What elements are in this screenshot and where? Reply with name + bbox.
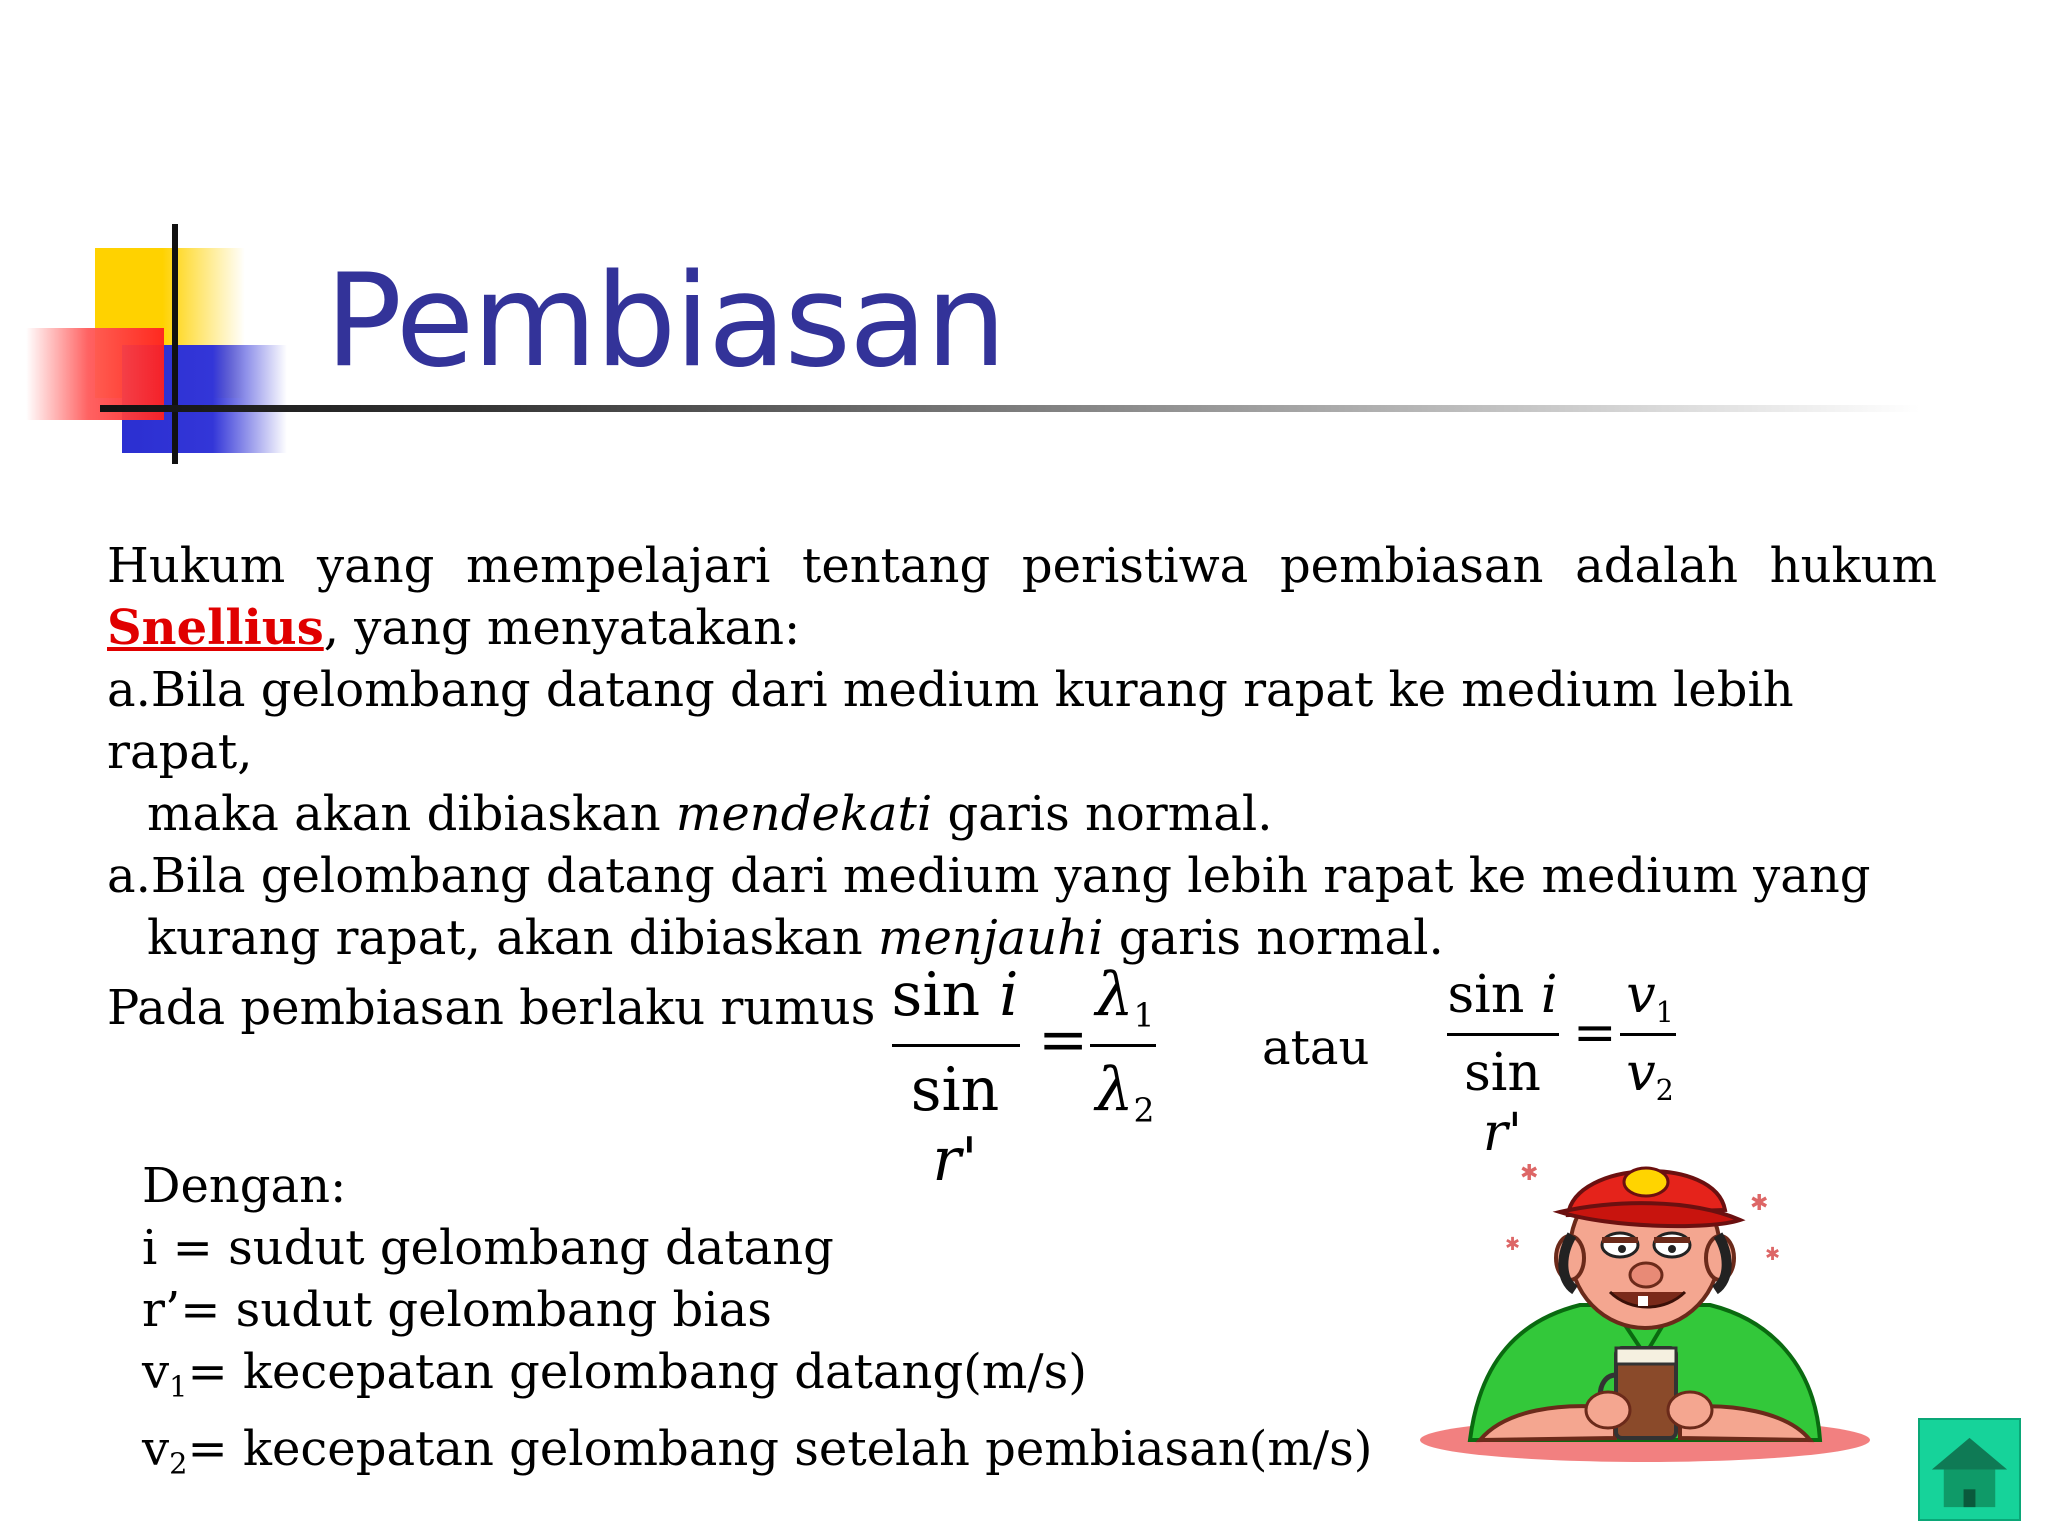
definition-v2-sub: 2 xyxy=(169,1446,188,1481)
home-icon xyxy=(1920,1420,2019,1519)
formula1-equals: = xyxy=(1038,1005,1089,1075)
formula1-lambda-2-sub: 2 xyxy=(1133,1090,1155,1130)
intro-after: , yang menyatakan: xyxy=(323,600,801,656)
formula-wavelength xyxy=(890,960,1180,1195)
definition-r: r’= sudut gelombang bias xyxy=(142,1282,772,1338)
intro-line-2 xyxy=(107,597,1937,659)
formula2-v1-sub: 1 xyxy=(1655,995,1674,1029)
formula2-v2-sub: 2 xyxy=(1655,1073,1674,1107)
formula2-bar-right xyxy=(1620,1033,1676,1036)
formula-velocity xyxy=(1445,965,1685,1163)
formula1-lambda-2: λ xyxy=(1095,1055,1134,1125)
definition-v1-text: = kecepatan gelombang datang(m/s) xyxy=(187,1344,1087,1400)
formula2-rhs-numerator xyxy=(1620,965,1680,1029)
formula1-num-var: i xyxy=(999,960,1019,1030)
formula1-lambda-1-sub: 1 xyxy=(1133,995,1155,1035)
title-deco-vertical-line xyxy=(172,224,178,464)
definitions xyxy=(142,1155,1372,1494)
formula1-den-var: r' xyxy=(932,1125,978,1195)
formula2-rhs-denominator xyxy=(1620,1043,1680,1107)
formula1-bar-left xyxy=(892,1044,1020,1047)
slide-title: Pembiasan xyxy=(325,247,1005,396)
point-a2-emphasis: menjauhi xyxy=(877,910,1104,966)
point-a1-line1: a.Bila gelombang datang dari medium kurang rapat ke medium lebih rapat, xyxy=(107,662,1794,780)
definition-v2-var: v xyxy=(142,1420,170,1477)
formula2-numerator xyxy=(1445,965,1560,1025)
svg-text:✱: ✱ xyxy=(1765,1244,1781,1265)
formula1-rhs-numerator xyxy=(1090,960,1160,1035)
intro-line-1: Hukum yang mempelajari tentang peristiwa pembiasan adalah hukum xyxy=(107,538,1937,594)
formula1-lambda-1: λ xyxy=(1095,960,1134,1030)
formula1-num-fn: sin xyxy=(891,960,981,1030)
formula1-numerator xyxy=(890,960,1020,1030)
definition-v1 xyxy=(142,1341,1372,1418)
formula2-v2: v xyxy=(1626,1043,1656,1103)
point-a1-emphasis: mendekati xyxy=(675,786,933,842)
formula2-num-fn: sin xyxy=(1447,965,1525,1025)
formula2-den-fn: sin xyxy=(1464,1043,1541,1103)
formula2-v1: v xyxy=(1626,965,1656,1025)
definition-i: i = sudut gelombang datang xyxy=(142,1220,834,1276)
definition-v2-text: = kecepatan gelombang setelah pembiasan(m/s) xyxy=(187,1420,1373,1477)
definition-v1-var: v xyxy=(142,1344,170,1400)
point-a2-text: kurang rapat, akan dibiaskan xyxy=(147,910,878,966)
svg-text:✱: ✱ xyxy=(1505,1234,1521,1255)
home-button[interactable] xyxy=(1918,1418,2021,1521)
formula2-bar-left xyxy=(1447,1033,1559,1036)
definition-v2 xyxy=(142,1418,1372,1495)
cartoon-man-with-mug xyxy=(1410,1140,1880,1480)
formula2-num-var: i xyxy=(1540,965,1558,1025)
formula1-den-fn: sin xyxy=(910,1055,1000,1125)
point-a2-end: garis normal. xyxy=(1103,910,1444,966)
point-a1-text: maka akan dibiaskan xyxy=(147,786,676,842)
definition-v1-sub: 1 xyxy=(169,1369,188,1404)
definitions-heading: Dengan: xyxy=(142,1158,347,1214)
svg-text:✱: ✱ xyxy=(1520,1161,1539,1186)
title-underline xyxy=(100,405,1920,412)
formula-label: Pada pembiasan berlaku rumus xyxy=(107,980,876,1036)
formula-connector: atau xyxy=(1262,1020,1370,1076)
formula2-den-var: r' xyxy=(1482,1103,1523,1163)
formula1-bar-right xyxy=(1090,1044,1156,1047)
svg-text:✱: ✱ xyxy=(1750,1191,1769,1216)
point-a2-line1: a.Bila gelombang datang dari medium yang lebih rapat ke medium yang xyxy=(107,848,1871,904)
point-a1-end: garis normal. xyxy=(932,786,1273,842)
formula2-equals: = xyxy=(1573,1003,1617,1063)
point-a1-line2 xyxy=(107,783,1937,845)
formula1-rhs-denominator xyxy=(1090,1055,1160,1130)
snellius-link[interactable]: Snellius xyxy=(107,600,324,656)
slide-body xyxy=(107,535,1937,969)
